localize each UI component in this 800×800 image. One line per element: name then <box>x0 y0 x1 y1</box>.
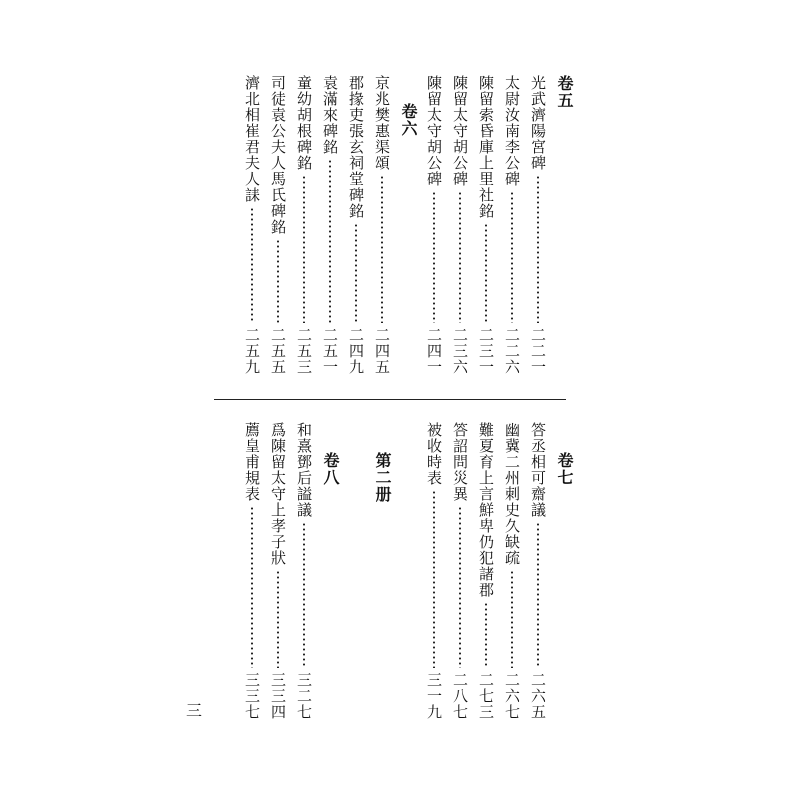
leader-dots <box>485 602 487 668</box>
toc-entry[interactable] <box>474 75 498 375</box>
toc-entry[interactable] <box>500 422 524 720</box>
leader-dots <box>459 191 461 323</box>
toc-entry[interactable] <box>240 75 264 375</box>
heading-volume-2: 第二册 <box>373 452 392 503</box>
leader-dots <box>329 159 331 323</box>
heading-juan-7: 卷七 <box>555 452 574 486</box>
toc-entry-title: 陳留太守胡公碑 <box>451 75 469 187</box>
toc-entry[interactable] <box>266 75 290 375</box>
toc-entry-page: 二四一 <box>425 327 443 375</box>
leader-dots <box>537 175 539 323</box>
leader-dots <box>277 570 279 668</box>
toc-entry-page: 二六七 <box>503 672 521 720</box>
toc-entry-title: 答丞相可齋議 <box>529 422 547 518</box>
top-toc-section <box>212 75 574 375</box>
toc-entry-page: 二二六 <box>503 327 521 375</box>
toc-entry[interactable] <box>500 75 524 375</box>
toc-entry-title: 太尉汝南李公碑 <box>503 75 521 187</box>
toc-entry[interactable] <box>526 75 550 375</box>
leader-dots <box>303 175 305 323</box>
toc-entry-title: 光武濟陽宮碑 <box>529 75 547 171</box>
toc-entry[interactable] <box>266 422 290 720</box>
toc-entry-page: 二五九 <box>243 327 261 375</box>
leader-dots <box>537 522 539 668</box>
toc-entry-title: 濟北相崔君夫人誄 <box>243 75 261 203</box>
toc-entry-page: 二六五 <box>529 672 547 720</box>
toc-entry-title: 被收時表 <box>425 422 443 486</box>
toc-entry-page: 二四九 <box>347 327 365 375</box>
leader-dots <box>511 570 513 668</box>
leader-dots <box>433 490 435 668</box>
toc-entry[interactable] <box>370 75 394 375</box>
leader-dots <box>511 191 513 323</box>
leader-dots <box>459 506 461 668</box>
leader-dots <box>381 175 383 323</box>
page-number: 三 <box>186 701 203 720</box>
heading-juan-6: 卷六 <box>399 103 418 137</box>
leader-dots <box>303 522 305 668</box>
heading-juan-8: 卷八 <box>321 452 340 486</box>
toc-entry-page: 三一九 <box>425 672 443 720</box>
leader-dots <box>355 223 357 323</box>
toc-entry-title: 京兆樊惠渠頌 <box>373 75 391 171</box>
toc-entry-title: 薦皇甫規表 <box>243 422 261 502</box>
toc-entry-page: 三二七 <box>295 672 313 720</box>
heading-juan-5: 卷五 <box>555 75 574 109</box>
toc-entry-title: 幽冀二州刺史久缺疏 <box>503 422 521 566</box>
toc-entry-title: 袁滿來碑銘 <box>321 75 339 155</box>
toc-entry[interactable] <box>344 75 368 375</box>
toc-entry[interactable] <box>448 75 472 375</box>
toc-entry[interactable] <box>292 422 316 720</box>
leader-dots <box>251 207 253 323</box>
toc-entry-title: 陳留索昏庫上里社銘 <box>477 75 495 219</box>
toc-entry-page: 二五三 <box>295 327 313 375</box>
toc-entry[interactable] <box>240 422 264 720</box>
toc-entry-title: 和熹鄧后謚議 <box>295 422 313 518</box>
toc-entry[interactable] <box>526 422 550 720</box>
bottom-toc-section <box>212 422 574 720</box>
toc-entry-page: 二三一 <box>477 327 495 375</box>
leader-dots <box>277 239 279 323</box>
toc-entry[interactable] <box>422 422 446 720</box>
toc-entry[interactable] <box>292 75 316 375</box>
toc-entry[interactable] <box>448 422 472 720</box>
toc-entry-title: 郡掾吏張玄祠堂碑銘 <box>347 75 365 219</box>
toc-entry-page: 三三七 <box>243 672 261 720</box>
toc-entry-page: 二八七 <box>451 672 469 720</box>
toc-entry-page: 二五一 <box>321 327 339 375</box>
toc-entry[interactable] <box>474 422 498 720</box>
leader-dots <box>433 191 435 323</box>
toc-entry-page: 二三六 <box>451 327 469 375</box>
toc-entry-title: 司徒袁公夫人馬氏碑銘 <box>269 75 287 235</box>
toc-entry-page: 三三四 <box>269 672 287 720</box>
section-divider <box>214 399 566 400</box>
toc-entry-title: 陳留太守胡公碑 <box>425 75 443 187</box>
toc-entry-page: 二七三 <box>477 672 495 720</box>
toc-entry[interactable] <box>422 75 446 375</box>
toc-entry-title: 爲陳留太守上孝子狀 <box>269 422 287 566</box>
toc-entry-title: 難夏育上言鮮卑仍犯諸郡 <box>477 422 495 598</box>
toc-entry-title: 答詔問災異 <box>451 422 469 502</box>
toc-entry-title: 童幼胡根碑銘 <box>295 75 313 171</box>
leader-dots <box>251 506 253 668</box>
toc-entry-page: 二五五 <box>269 327 287 375</box>
toc-entry-page: 二四五 <box>373 327 391 375</box>
leader-dots <box>485 223 487 323</box>
toc-entry-page: 二二一 <box>529 327 547 375</box>
toc-entry[interactable] <box>318 75 342 375</box>
